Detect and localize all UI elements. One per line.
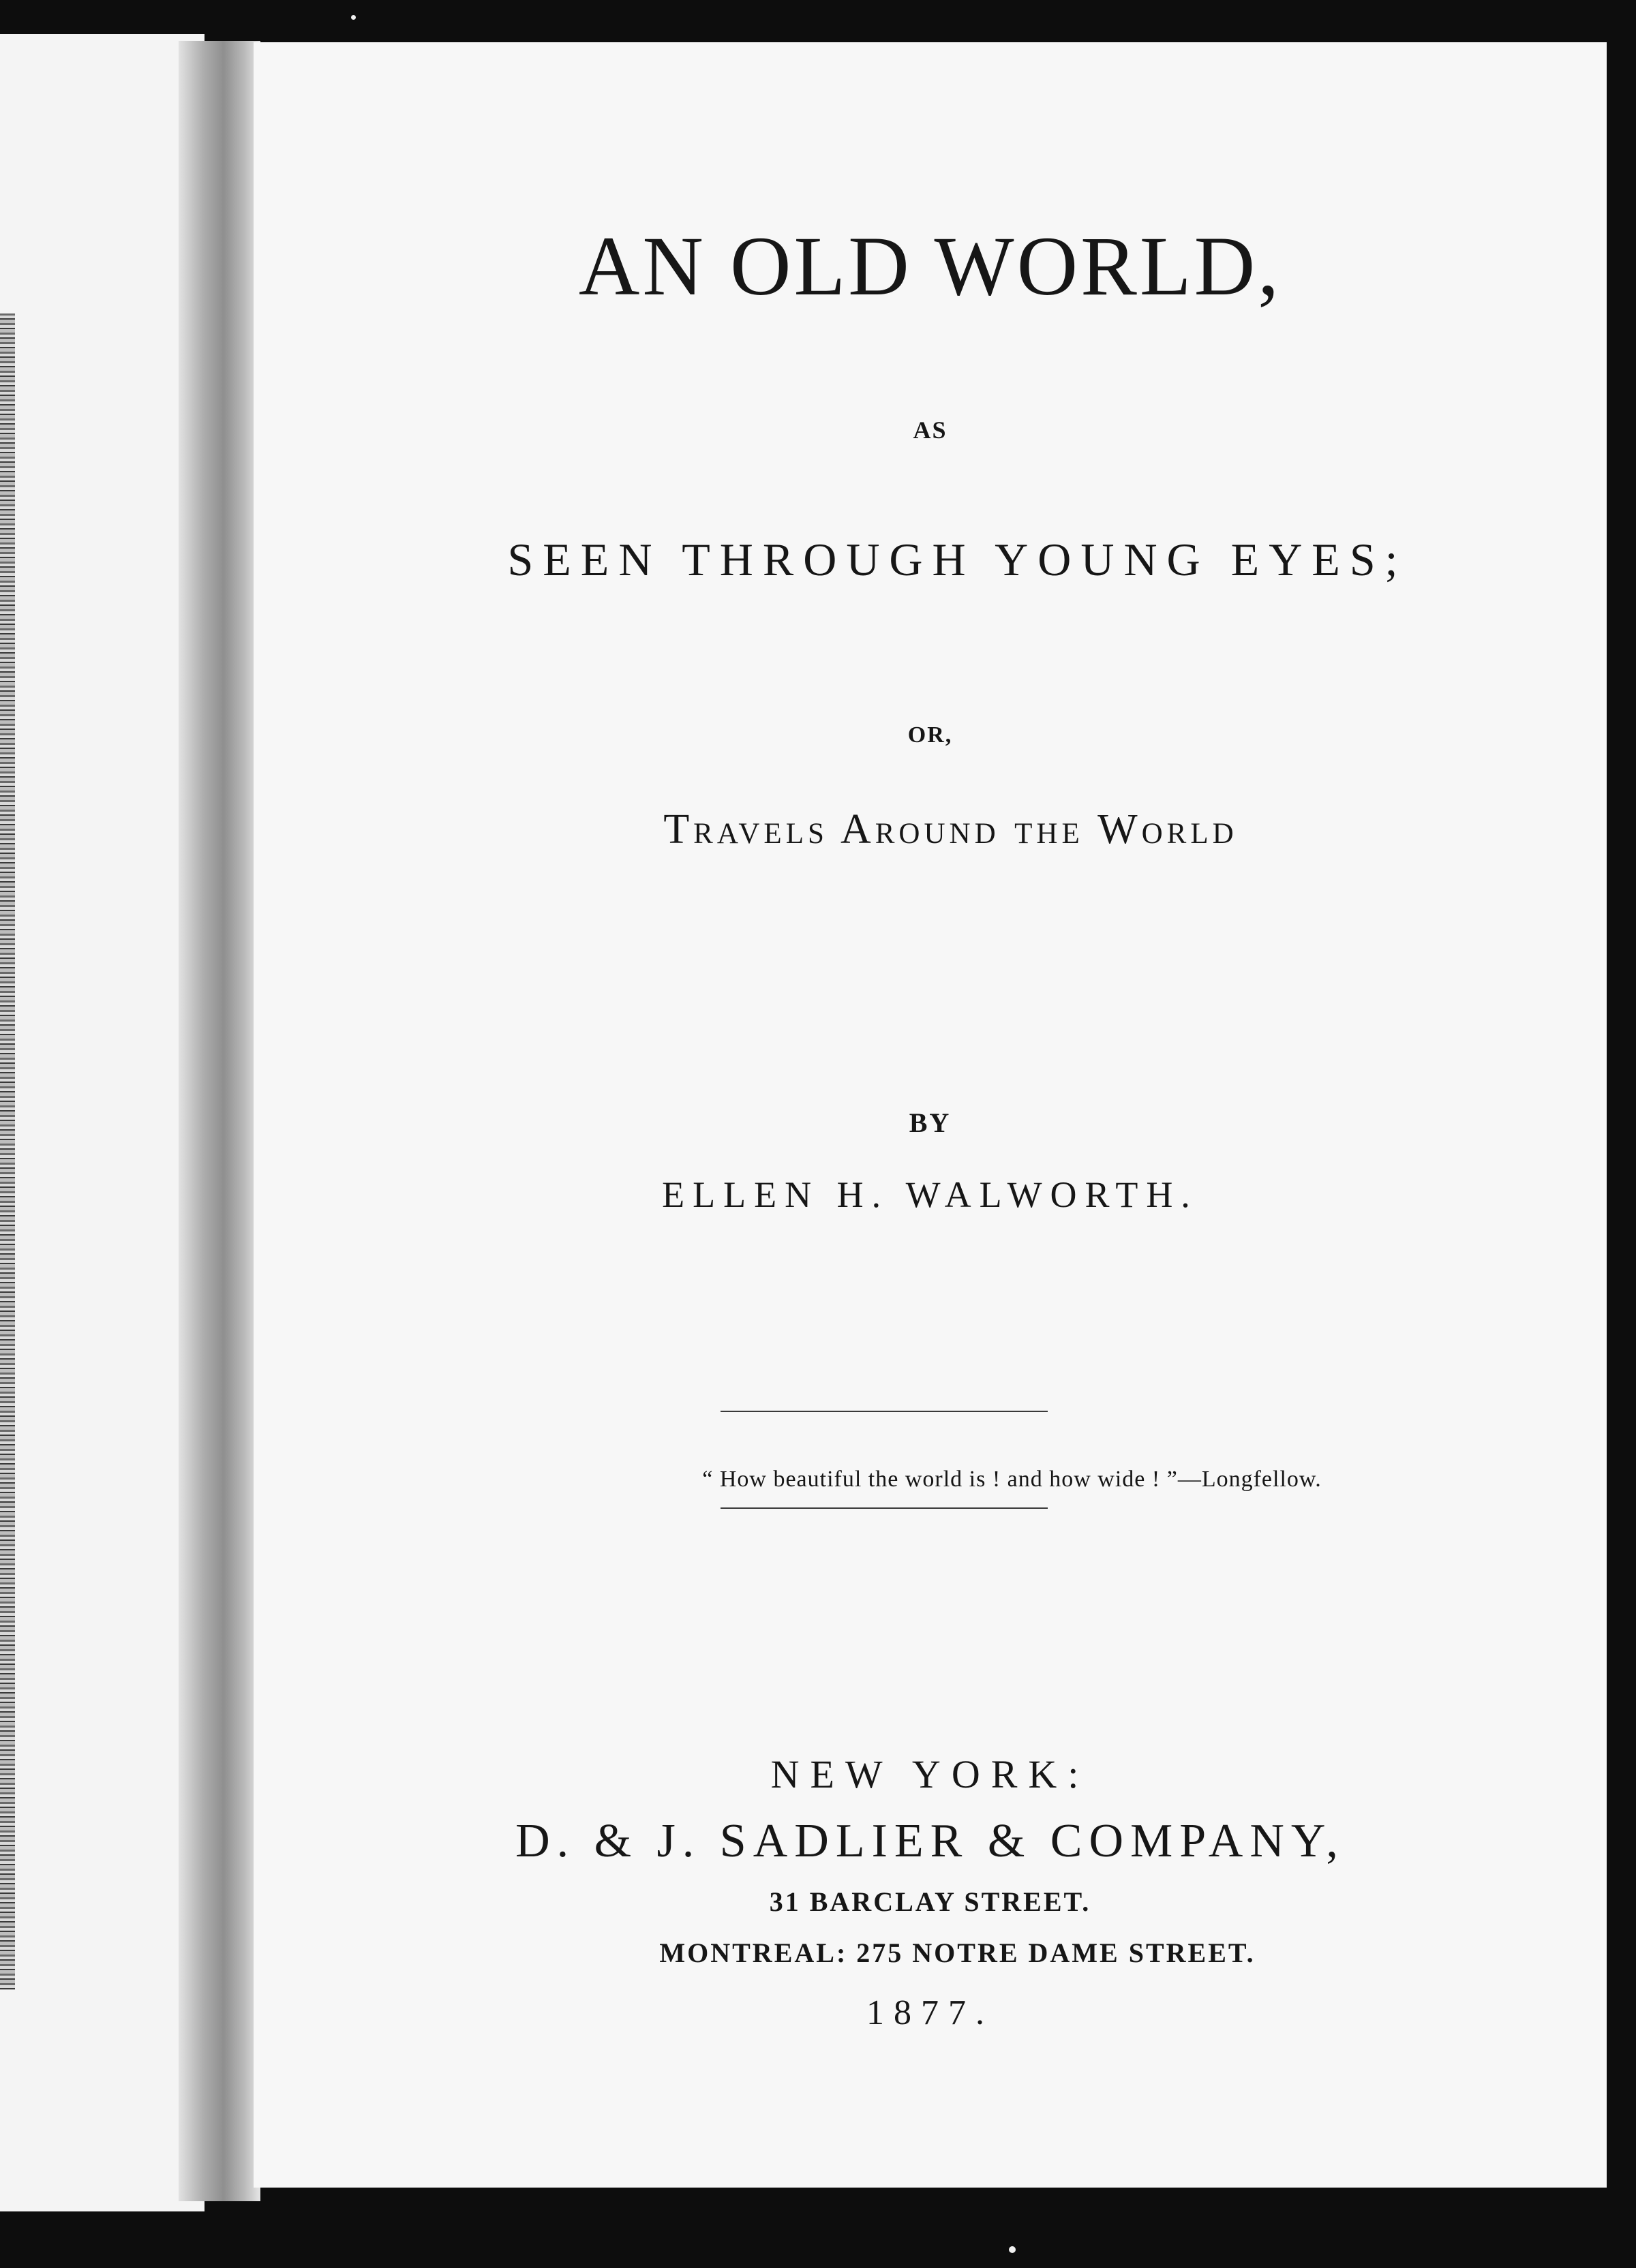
epigraph-rule-top <box>721 1411 1048 1412</box>
conjunction-or: OR, <box>907 722 953 748</box>
imprint-publisher: D. & J. SADLIER & COMPANY, <box>515 1815 1345 1867</box>
scan-speck <box>1009 2246 1016 2253</box>
byline-label: BY <box>909 1107 952 1138</box>
epigraph-quote: “ How beautiful the world is ! and how wide ! ”—Longfellow. <box>702 1467 1322 1492</box>
imprint-montreal: MONTREAL: 275 NOTRE DAME STREET. <box>659 1937 1256 1968</box>
imprint-city: NEW YORK: <box>770 1752 1090 1796</box>
conjunction-as: AS <box>913 416 948 444</box>
author-name: ELLEN H. WALWORTH. <box>662 1174 1198 1215</box>
imprint-street: 31 BARCLAY STREET. <box>769 1886 1091 1917</box>
book-gutter <box>179 41 260 2201</box>
page-edge-texture <box>0 313 15 1990</box>
title-page <box>254 42 1607 2188</box>
alternate-title: Travels Around the World <box>663 806 1238 853</box>
scan-speck <box>351 15 356 20</box>
book-subtitle: SEEN THROUGH YOUNG EYES; <box>507 534 1408 585</box>
epigraph-rule-bottom <box>721 1507 1048 1509</box>
facing-page <box>0 34 204 2211</box>
book-title: AN OLD WORLD, <box>578 219 1282 313</box>
imprint-year: 1877. <box>866 1993 994 2032</box>
